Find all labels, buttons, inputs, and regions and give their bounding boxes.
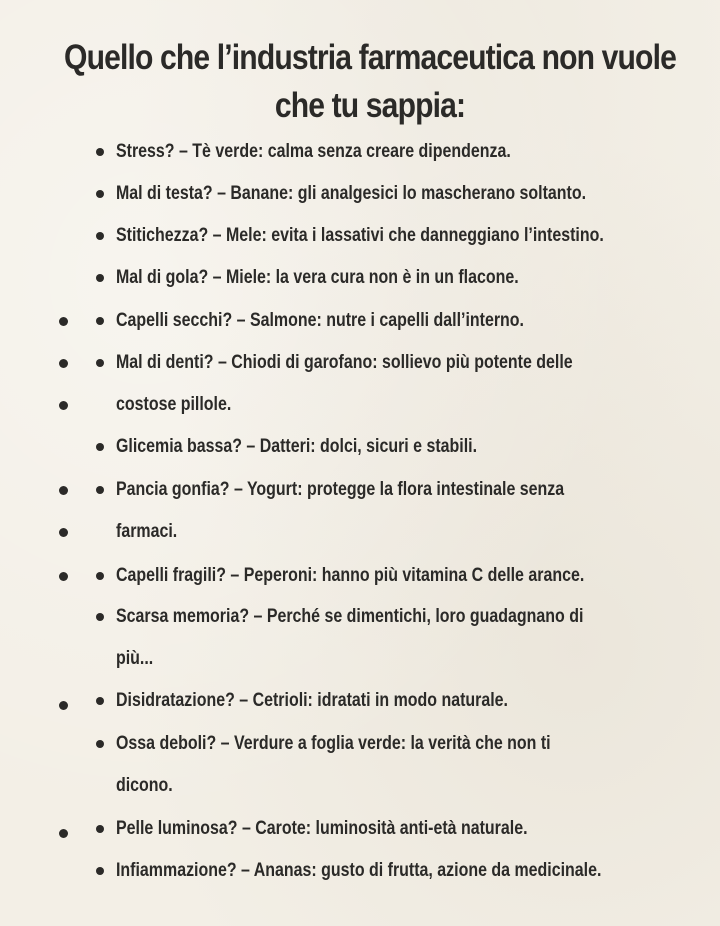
list-bullet (96, 359, 104, 367)
list-bullet (96, 148, 104, 156)
list-bullet (96, 190, 104, 198)
list-item: Stitichezza? – Mele: evita i lassativi che danneggiano l’intestino. (116, 225, 604, 246)
stray-bullet (59, 528, 68, 537)
list-item: Pancia gonfia? – Yogurt: protegge la flora intestinale senza (116, 479, 565, 500)
list-bullet (96, 486, 104, 494)
stray-bullet (59, 317, 68, 326)
stray-bullet (59, 359, 68, 368)
list-item-continuation: farmaci. (116, 521, 178, 542)
list-item: Infiammazione? – Ananas: gusto di frutta, azione da medicinale. (116, 860, 602, 881)
stray-bullet (59, 486, 68, 495)
list-item: Mal di denti? – Chiodi di garofano: sollievo più potente delle (116, 352, 573, 373)
list-item: Ossa deboli? – Verdure a foglia verde: la verità che non ti (116, 733, 551, 754)
list-item: Pelle luminosa? – Carote: luminosità anti-età naturale. (116, 818, 528, 839)
stray-bullet (59, 701, 68, 710)
title-line-2: che tu sappia: (274, 86, 466, 125)
list-bullet (96, 317, 104, 325)
list-bullet (96, 274, 104, 282)
list-item: Glicemia bassa? – Datteri: dolci, sicuri e stabili. (116, 436, 478, 457)
list-item: Mal di testa? – Banane: gli analgesici lo mascherano soltanto. (116, 183, 587, 204)
list-bullet (96, 825, 104, 833)
list-item: Stress? – Tè verde: calma senza creare dipendenza. (116, 141, 511, 162)
list-item: Scarsa memoria? – Perché se dimentichi, loro guadagnano di (116, 606, 584, 627)
stray-bullet (59, 829, 68, 838)
list-bullet (96, 613, 104, 621)
list-item: Mal di gola? – Miele: la vera cura non è in un flacone. (116, 267, 519, 288)
list-item: Capelli secchi? – Salmone: nutre i capelli dall’interno. (116, 310, 524, 331)
title-line-1: Quello che l’industria farmaceutica non vuole (64, 38, 676, 77)
list-item-continuation: più... (116, 648, 154, 669)
list-bullet (96, 867, 104, 875)
list-bullet (96, 697, 104, 705)
list-bullet (96, 572, 104, 580)
list-item: Capelli fragili? – Peperoni: hanno più vitamina C delle arance. (116, 565, 585, 586)
list-bullet (96, 740, 104, 748)
stray-bullet (59, 401, 68, 410)
list-item: Disidratazione? – Cetrioli: idratati in modo naturale. (116, 690, 508, 711)
list-bullet (96, 232, 104, 240)
stray-bullet (59, 572, 68, 581)
page-title (60, 34, 679, 130)
list-bullet (96, 443, 104, 451)
list-item-continuation: costose pillole. (116, 394, 232, 415)
list-item-continuation: dicono. (116, 775, 173, 796)
